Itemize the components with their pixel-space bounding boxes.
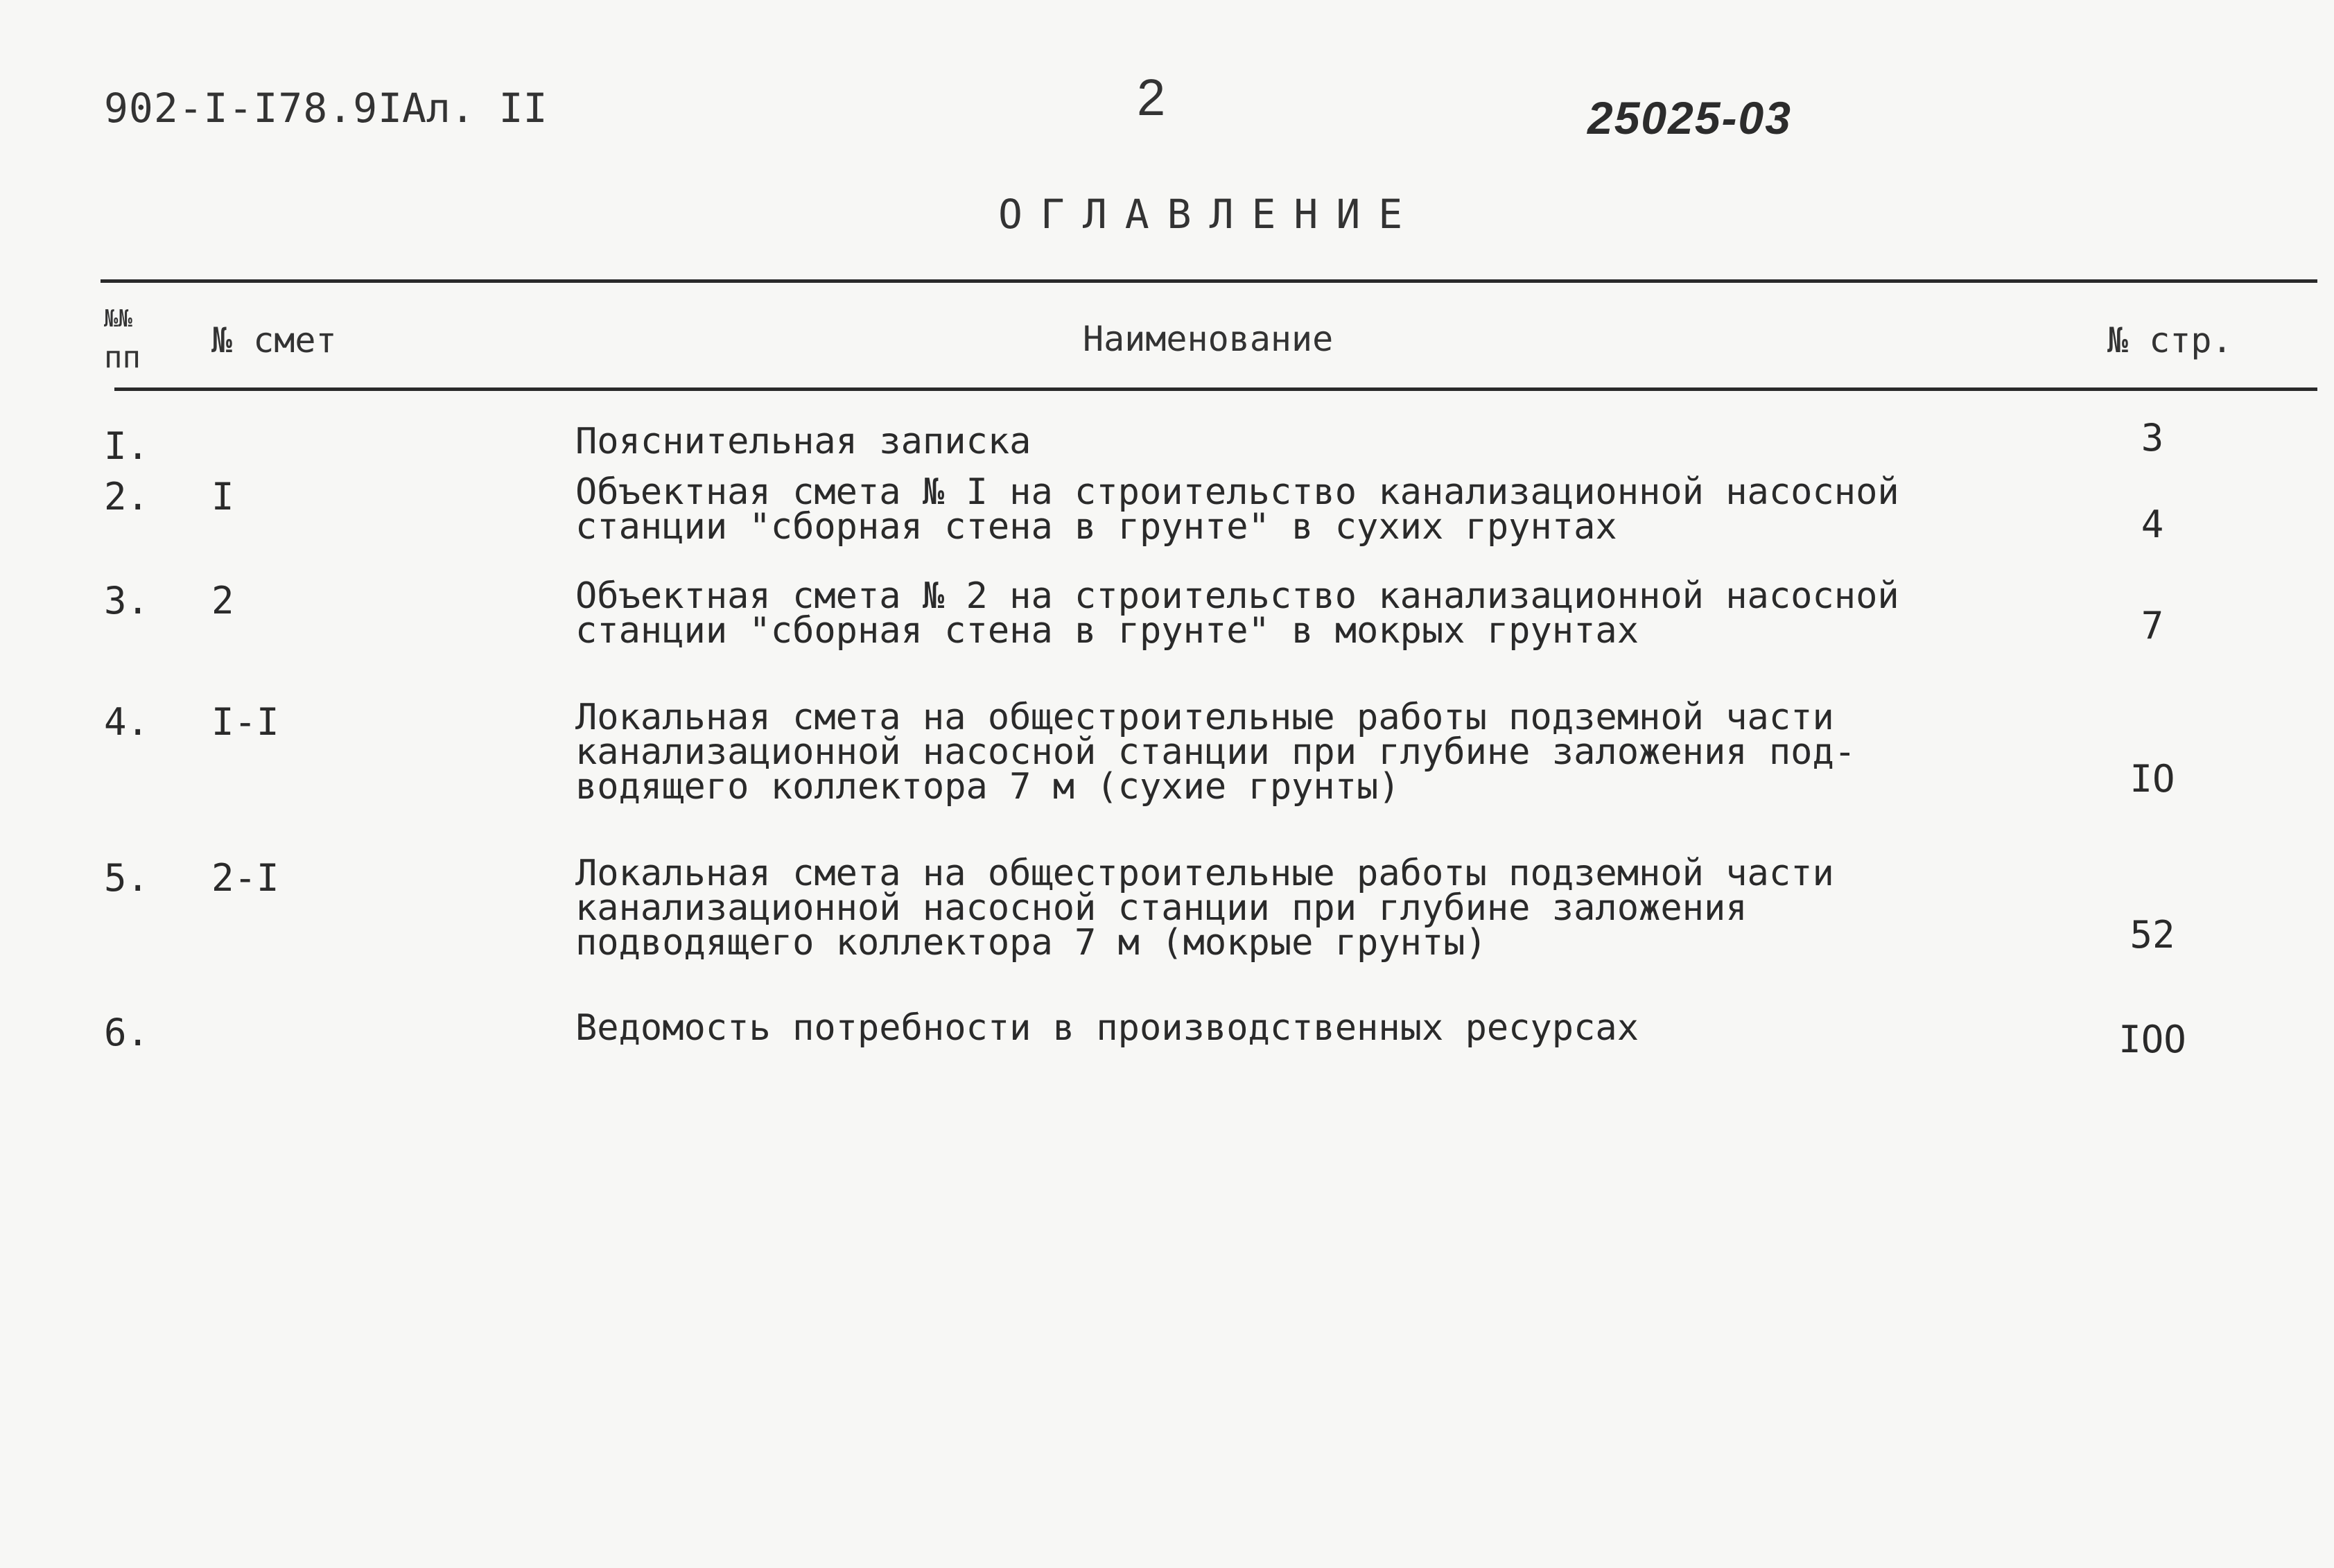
row-number: 3. — [104, 579, 150, 622]
row-number: 6. — [104, 1011, 150, 1054]
row-page: IO — [2130, 757, 2175, 801]
row-name-line: канализационной насосной станции при глубине заложения — [575, 887, 1748, 929]
row-name — [575, 853, 1927, 964]
row-smeta: I — [211, 475, 234, 519]
column-header-page: № стр. — [2107, 320, 2233, 360]
row-name-line: Локальная смета на общестроительные работы подземной части — [575, 853, 1834, 894]
row-number: 5. — [104, 856, 150, 900]
row-name-line: канализационной насосной станции при глубине заложения под- — [575, 731, 1856, 773]
column-header-pp-line2: пп — [104, 340, 141, 375]
page-number: 2 — [1137, 69, 1166, 126]
sheet-label: Ал. II — [402, 85, 548, 132]
column-header-name: Наименование — [1083, 319, 1334, 359]
row-smeta: I-I — [211, 700, 279, 744]
row-name-line: станции "сборная стена в грунте" в сухих грунтах — [575, 506, 1617, 548]
row-name-line: Объектная смета № 2 на строительство канализационной насосной — [575, 575, 1899, 617]
row-smeta: 2 — [211, 579, 234, 622]
row-name-line: Ведомость потребности в производственных ресурсах — [575, 1007, 1639, 1049]
row-name — [575, 421, 1927, 462]
row-name-line: подводящего коллектора 7 м (мокрые грунты) — [575, 922, 1487, 964]
column-header-smeta: № смет — [211, 320, 337, 360]
row-name-line: водящего коллектора 7 м (сухие грунты) — [575, 766, 1400, 808]
row-name — [575, 575, 1927, 652]
row-number: I. — [104, 424, 150, 468]
row-number: 4. — [104, 700, 150, 744]
row-name-line: Объектная смета № I на строительство канализационной насосной — [575, 471, 1899, 513]
column-header-pp-line1: №№ — [104, 305, 132, 333]
row-page: IOO — [2118, 1018, 2186, 1061]
row-name-line: Локальная смета на общестроительные работы подземной части — [575, 697, 1834, 738]
row-page: 52 — [2130, 913, 2175, 957]
row-page: 7 — [2141, 604, 2164, 647]
handwritten-code: 25025-03 — [1587, 92, 1792, 143]
row-name-line: станции "сборная стена в грунте" в мокрых грунтах — [575, 610, 1639, 652]
row-name — [575, 471, 1927, 548]
row-page: 4 — [2141, 503, 2164, 546]
table-header-rule — [114, 387, 2317, 391]
page-title: ОГЛАВЛЕНИЕ — [998, 191, 1421, 238]
table-top-rule — [101, 279, 2317, 283]
row-name-line: Пояснительная записка — [575, 421, 1031, 462]
row-name — [575, 1007, 1927, 1049]
row-name — [575, 697, 1927, 808]
row-smeta: 2-I — [211, 856, 279, 900]
document-code: 902-I-I78.9I — [104, 85, 403, 132]
row-number: 2. — [104, 475, 150, 519]
row-page: 3 — [2141, 416, 2164, 460]
